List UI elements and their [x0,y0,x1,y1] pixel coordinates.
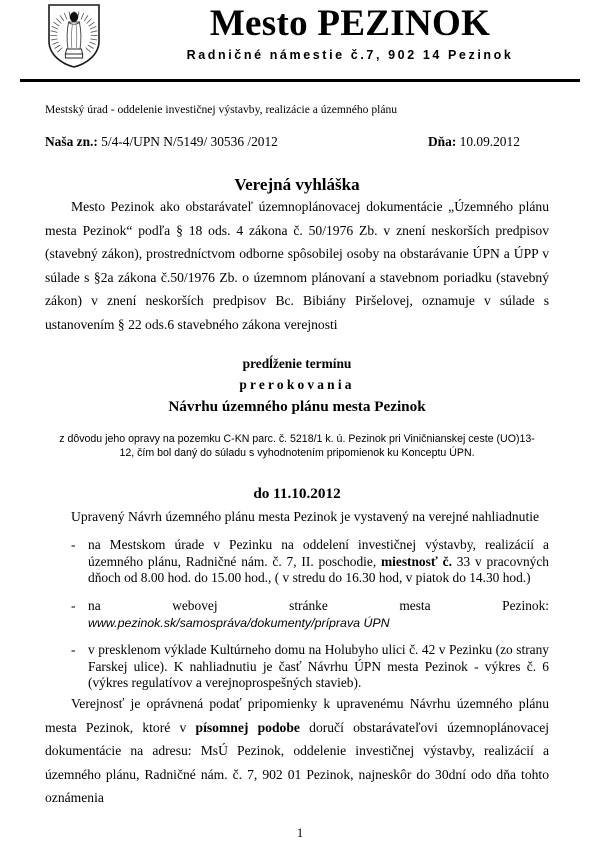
letterhead-titles [110,2,590,64]
final-paragraph-part2: doručí obstarávateľovi územnoplánovacej dokumentácie na adresu: MsÚ Pezinok, oddelenie investičnej výstavby, realizácií a územného plánu, Radničné nám. č. 7, 902 01 Pezinok, najneskôr do 30dní odo dňa tohto oznámenia [45,719,550,806]
letterhead [0,0,600,80]
list-item [45,642,549,692]
subject-line-3: Návrhu územného plánu mesta Pezinok [168,397,426,415]
reason-note: z dôvodu jeho opravy na pozemku C-KN parc. č. 5218/1 k. ú. Pezinok pri Viničnianskej ceste (UO)13-12, čím bol daný do súladu s vyhodnotením pripomienok ku Konceptu ÚPN. [59,432,535,460]
document-body [45,97,549,810]
bullet-text-bold: miestnosť č. [381,553,452,569]
subject-block [45,353,549,419]
bullet-dash-icon: - [71,642,76,658]
list-item [45,537,549,587]
website-url-link[interactable]: www.pezinok.sk/samospráva/dokumenty/príprava ÚPN [88,615,390,630]
date-label: Dňa: [428,134,457,149]
deadline-date: do 11.10.2012 [253,484,341,502]
final-paragraph [45,692,549,810]
bullet-text-before: na Mestskom úrade v Pezinku na oddelení investičnej výstavby, realizácií a územného plánu, Radničné nám. č. 7, II. poschodie, [88,537,549,569]
exhibit-locations-list [45,537,549,692]
final-paragraph-part1: Verejnosť je oprávnená podať pripomienky k upravenému Návrhu územného plánu mesta Pezinok, ktoré v [45,695,549,735]
reference-number [45,134,278,150]
subject-line-2: prerokovania [239,376,355,392]
page-number: 1 [296,826,304,840]
exhibit-lead-paragraph: Upravený Návrh územného plánu mesta Pezinok je vystavený na verejné nahliadnutie [71,508,540,524]
bullet-text-before: v presklenom výklade Kultúrneho domu na Holubyho ulici č. 42 v Pezinku (zo strany Farskej ulice). K nahliadnutiu je časť Návrhu ÚPN mesta Pezinok - výkres č. 6 (výkres regulatívov a verejnoprospešných stavieb). [88,642,549,691]
reference-value: 5/4-4/UPN N/5149/ 30536 /2012 [97,134,278,149]
date-value: 10.09.2012 [456,134,520,149]
bullet-dash-icon: - [71,597,76,613]
intro-paragraph: Mesto Pezinok ako obstarávateľ územnoplánovacej dokumentácie „Územného plánu mesta Pezinok“ podľa § 18 ods. 4 zákona č. 50/1976 Zb. v znení neskorších predpisov (stavebný zákon), prostredníctvom odborne spôsobilej osoby na obstarávanie ÚPN a ÚPP v súlade s §2a zákona č.50/1976 Zb. o územnom plánovaní a stavebnom poriadku (stavebný zákon) v znení neskorších predpisov Bc. Bibiány Piršelovej, oznamuje v súlade s ustanovením § 22 ods.6 stavebného zákona verejnosti [45,199,549,332]
document-date [428,134,520,150]
bullet-dash-icon: - [71,537,76,553]
header-divider [20,79,580,82]
city-address: Radničné námestie č.7, 902 14 Pezinok [186,48,514,62]
reference-label: Naša zn.: [45,134,98,149]
pezinok-coat-of-arms-icon [46,3,102,69]
department-line: Mestský úrad - oddelenie investičnej výstavby, realizácie a územného plánu [45,103,398,116]
final-paragraph-bold: písomnej podobe [195,719,300,735]
bullet-text-after: 33 v pracovných dňoch od 8.00 hod. do 15.00 hod., ( v stredu do 16.30 hod, v piatok do 14.30 hod.) [88,553,549,586]
bullet-text-before: na webovej stránke mesta Pezinok: [88,597,549,613]
list-item [45,598,549,631]
page-title: Verejná vyhláška [234,175,360,194]
city-name: Mesto PEZINOK [209,3,491,44]
subject-line-1: predĺženie termínu [242,355,352,371]
reference-line [45,134,549,151]
